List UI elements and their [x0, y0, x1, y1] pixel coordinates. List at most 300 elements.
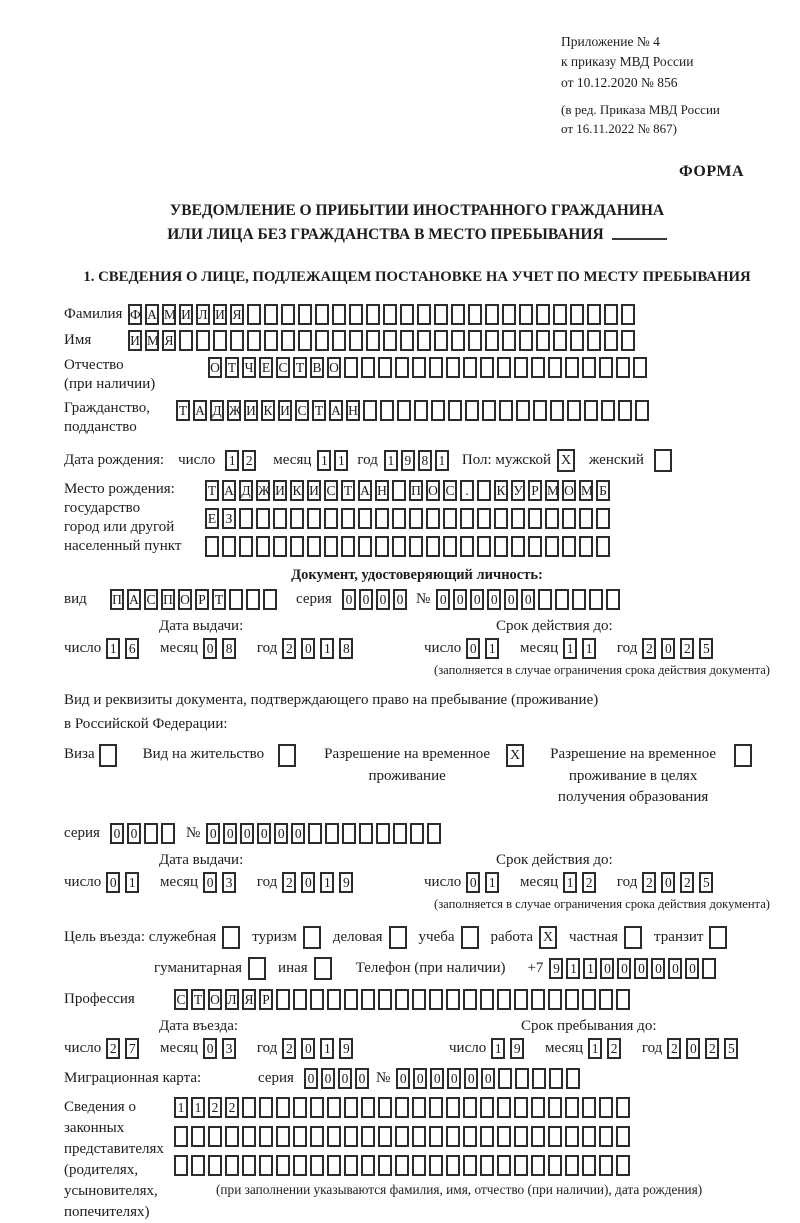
- char-cell[interactable]: 1: [334, 450, 348, 471]
- char-cell[interactable]: [480, 1126, 494, 1147]
- char-cell[interactable]: К: [494, 480, 508, 501]
- char-cell[interactable]: [324, 536, 338, 557]
- char-cell[interactable]: [276, 989, 290, 1010]
- rvp-education-checkbox[interactable]: [734, 744, 752, 767]
- char-cell[interactable]: О: [327, 357, 341, 378]
- char-cell[interactable]: [531, 1097, 545, 1118]
- char-cell[interactable]: [480, 1155, 494, 1176]
- char-cell[interactable]: [565, 1097, 579, 1118]
- char-cell[interactable]: [366, 330, 380, 351]
- char-cell[interactable]: 0: [504, 589, 518, 610]
- char-cell[interactable]: 0: [634, 958, 648, 979]
- char-cell[interactable]: И: [307, 480, 321, 501]
- char-cell[interactable]: [276, 1126, 290, 1147]
- char-cell[interactable]: Ж: [227, 400, 241, 421]
- char-cell[interactable]: Т: [341, 480, 355, 501]
- char-cell[interactable]: Д: [239, 480, 253, 501]
- char-cell[interactable]: [259, 1155, 273, 1176]
- char-cell[interactable]: 2: [106, 1038, 120, 1059]
- char-cell[interactable]: [514, 357, 528, 378]
- char-cell[interactable]: [412, 1126, 426, 1147]
- char-cell[interactable]: [376, 823, 390, 844]
- char-cell[interactable]: Е: [205, 508, 219, 529]
- char-cell[interactable]: [514, 1155, 528, 1176]
- char-cell[interactable]: [174, 1155, 188, 1176]
- char-cell[interactable]: [562, 536, 576, 557]
- char-cell[interactable]: [482, 400, 496, 421]
- char-cell[interactable]: [239, 508, 253, 529]
- char-cell[interactable]: [463, 1155, 477, 1176]
- char-cell[interactable]: И: [273, 480, 287, 501]
- char-cell[interactable]: 0: [661, 872, 675, 893]
- female-checkbox[interactable]: [654, 449, 672, 472]
- char-cell[interactable]: 1: [485, 872, 499, 893]
- char-cell[interactable]: [599, 1097, 613, 1118]
- char-cell[interactable]: [208, 1126, 222, 1147]
- char-cell[interactable]: [242, 1126, 256, 1147]
- char-cell[interactable]: [565, 989, 579, 1010]
- char-cell[interactable]: [582, 989, 596, 1010]
- char-cell[interactable]: [579, 536, 593, 557]
- char-cell[interactable]: [375, 508, 389, 529]
- char-cell[interactable]: [548, 989, 562, 1010]
- char-cell[interactable]: [599, 1126, 613, 1147]
- char-cell[interactable]: [412, 1155, 426, 1176]
- char-cell[interactable]: [281, 304, 295, 325]
- char-cell[interactable]: [429, 1155, 443, 1176]
- char-cell[interactable]: [446, 989, 460, 1010]
- char-cell[interactable]: [298, 330, 312, 351]
- char-cell[interactable]: [324, 508, 338, 529]
- char-cell[interactable]: [395, 1126, 409, 1147]
- char-cell[interactable]: П: [161, 589, 175, 610]
- char-cell[interactable]: [477, 536, 491, 557]
- char-cell[interactable]: 1: [317, 450, 331, 471]
- char-cell[interactable]: 0: [355, 1068, 369, 1089]
- char-cell[interactable]: [549, 1068, 563, 1089]
- char-cell[interactable]: [570, 304, 584, 325]
- char-cell[interactable]: [395, 357, 409, 378]
- char-cell[interactable]: 0: [393, 589, 407, 610]
- char-cell[interactable]: [395, 1155, 409, 1176]
- char-cell[interactable]: [497, 1155, 511, 1176]
- char-cell[interactable]: 1: [491, 1038, 505, 1059]
- char-cell[interactable]: [259, 1097, 273, 1118]
- char-cell[interactable]: [293, 1126, 307, 1147]
- char-cell[interactable]: А: [222, 480, 236, 501]
- char-cell[interactable]: 0: [274, 823, 288, 844]
- char-cell[interactable]: [409, 508, 423, 529]
- char-cell[interactable]: [332, 304, 346, 325]
- char-cell[interactable]: Е: [259, 357, 273, 378]
- char-cell[interactable]: [545, 536, 559, 557]
- char-cell[interactable]: 0: [600, 958, 614, 979]
- char-cell[interactable]: Т: [191, 989, 205, 1010]
- char-cell[interactable]: 5: [724, 1038, 738, 1059]
- char-cell[interactable]: 0: [301, 872, 315, 893]
- char-cell[interactable]: [208, 1155, 222, 1176]
- char-cell[interactable]: 6: [125, 638, 139, 659]
- char-cell[interactable]: [587, 330, 601, 351]
- char-cell[interactable]: [409, 536, 423, 557]
- char-cell[interactable]: 1: [563, 872, 577, 893]
- char-cell[interactable]: 1: [384, 450, 398, 471]
- char-cell[interactable]: И: [278, 400, 292, 421]
- char-cell[interactable]: 0: [106, 872, 120, 893]
- purpose-business-checkbox[interactable]: [222, 926, 240, 949]
- char-cell[interactable]: [412, 1097, 426, 1118]
- char-cell[interactable]: [497, 357, 511, 378]
- char-cell[interactable]: 1: [125, 872, 139, 893]
- char-cell[interactable]: [327, 1097, 341, 1118]
- char-cell[interactable]: А: [145, 304, 159, 325]
- char-cell[interactable]: [463, 1097, 477, 1118]
- char-cell[interactable]: [562, 508, 576, 529]
- char-cell[interactable]: [307, 508, 321, 529]
- char-cell[interactable]: З: [222, 508, 236, 529]
- char-cell[interactable]: [229, 589, 243, 610]
- char-cell[interactable]: [463, 989, 477, 1010]
- char-cell[interactable]: К: [290, 480, 304, 501]
- char-cell[interactable]: 9: [401, 450, 415, 471]
- char-cell[interactable]: [451, 304, 465, 325]
- char-cell[interactable]: [582, 357, 596, 378]
- char-cell[interactable]: 1: [566, 958, 580, 979]
- char-cell[interactable]: [341, 508, 355, 529]
- char-cell[interactable]: И: [213, 304, 227, 325]
- char-cell[interactable]: М: [162, 304, 176, 325]
- char-cell[interactable]: [393, 823, 407, 844]
- char-cell[interactable]: [468, 304, 482, 325]
- char-cell[interactable]: [497, 1097, 511, 1118]
- purpose-transit-checkbox[interactable]: [709, 926, 727, 949]
- char-cell[interactable]: 0: [206, 823, 220, 844]
- char-cell[interactable]: С: [295, 400, 309, 421]
- char-cell[interactable]: П: [409, 480, 423, 501]
- char-cell[interactable]: 0: [203, 1038, 217, 1059]
- char-cell[interactable]: О: [562, 480, 576, 501]
- char-cell[interactable]: [293, 1097, 307, 1118]
- char-cell[interactable]: 1: [588, 1038, 602, 1059]
- char-cell[interactable]: 0: [685, 958, 699, 979]
- char-cell[interactable]: [502, 304, 516, 325]
- char-cell[interactable]: [531, 989, 545, 1010]
- char-cell[interactable]: [528, 508, 542, 529]
- char-cell[interactable]: С: [144, 589, 158, 610]
- char-cell[interactable]: 1: [582, 638, 596, 659]
- char-cell[interactable]: 2: [282, 872, 296, 893]
- char-cell[interactable]: 2: [225, 1097, 239, 1118]
- char-cell[interactable]: [596, 536, 610, 557]
- char-cell[interactable]: [565, 1126, 579, 1147]
- char-cell[interactable]: [230, 330, 244, 351]
- char-cell[interactable]: [463, 1126, 477, 1147]
- char-cell[interactable]: [358, 536, 372, 557]
- char-cell[interactable]: 0: [301, 1038, 315, 1059]
- char-cell[interactable]: [519, 330, 533, 351]
- char-cell[interactable]: [191, 1155, 205, 1176]
- char-cell[interactable]: [601, 400, 615, 421]
- char-cell[interactable]: Л: [225, 989, 239, 1010]
- char-cell[interactable]: А: [127, 589, 141, 610]
- char-cell[interactable]: 1: [191, 1097, 205, 1118]
- char-cell[interactable]: [599, 989, 613, 1010]
- char-cell[interactable]: [621, 304, 635, 325]
- char-cell[interactable]: [528, 536, 542, 557]
- char-cell[interactable]: 0: [686, 1038, 700, 1059]
- char-cell[interactable]: [315, 304, 329, 325]
- char-cell[interactable]: [584, 400, 598, 421]
- char-cell[interactable]: [545, 508, 559, 529]
- char-cell[interactable]: [325, 823, 339, 844]
- char-cell[interactable]: 5: [699, 638, 713, 659]
- char-cell[interactable]: [596, 508, 610, 529]
- char-cell[interactable]: [395, 1097, 409, 1118]
- char-cell[interactable]: [463, 357, 477, 378]
- char-cell[interactable]: [566, 1068, 580, 1089]
- char-cell[interactable]: 9: [339, 1038, 353, 1059]
- char-cell[interactable]: [392, 536, 406, 557]
- char-cell[interactable]: [548, 1097, 562, 1118]
- char-cell[interactable]: [498, 1068, 512, 1089]
- char-cell[interactable]: [494, 508, 508, 529]
- char-cell[interactable]: 0: [338, 1068, 352, 1089]
- char-cell[interactable]: [378, 989, 392, 1010]
- char-cell[interactable]: [446, 357, 460, 378]
- char-cell[interactable]: И: [244, 400, 258, 421]
- char-cell[interactable]: [514, 989, 528, 1010]
- char-cell[interactable]: М: [145, 330, 159, 351]
- char-cell[interactable]: 0: [110, 823, 124, 844]
- char-cell[interactable]: [361, 357, 375, 378]
- char-cell[interactable]: 7: [125, 1038, 139, 1059]
- char-cell[interactable]: 2: [642, 638, 656, 659]
- char-cell[interactable]: [359, 823, 373, 844]
- char-cell[interactable]: [392, 480, 406, 501]
- char-cell[interactable]: [308, 823, 322, 844]
- char-cell[interactable]: [616, 357, 630, 378]
- char-cell[interactable]: [273, 508, 287, 529]
- char-cell[interactable]: О: [208, 989, 222, 1010]
- char-cell[interactable]: [570, 330, 584, 351]
- char-cell[interactable]: [550, 400, 564, 421]
- char-cell[interactable]: [344, 1126, 358, 1147]
- char-cell[interactable]: [281, 330, 295, 351]
- char-cell[interactable]: В: [310, 357, 324, 378]
- char-cell[interactable]: 0: [447, 1068, 461, 1089]
- char-cell[interactable]: [536, 304, 550, 325]
- char-cell[interactable]: 0: [651, 958, 665, 979]
- char-cell[interactable]: 0: [470, 589, 484, 610]
- char-cell[interactable]: [358, 508, 372, 529]
- char-cell[interactable]: [485, 304, 499, 325]
- char-cell[interactable]: 1: [320, 872, 334, 893]
- char-cell[interactable]: 0: [430, 1068, 444, 1089]
- char-cell[interactable]: С: [324, 480, 338, 501]
- char-cell[interactable]: 1: [106, 638, 120, 659]
- char-cell[interactable]: О: [178, 589, 192, 610]
- char-cell[interactable]: 0: [203, 872, 217, 893]
- char-cell[interactable]: 0: [321, 1068, 335, 1089]
- char-cell[interactable]: 8: [339, 638, 353, 659]
- char-cell[interactable]: [327, 1126, 341, 1147]
- char-cell[interactable]: М: [579, 480, 593, 501]
- char-cell[interactable]: 2: [680, 872, 694, 893]
- char-cell[interactable]: [310, 989, 324, 1010]
- char-cell[interactable]: Б: [596, 480, 610, 501]
- char-cell[interactable]: [264, 304, 278, 325]
- char-cell[interactable]: [434, 330, 448, 351]
- purpose-study-checkbox[interactable]: [461, 926, 479, 949]
- char-cell[interactable]: 0: [376, 589, 390, 610]
- char-cell[interactable]: 0: [304, 1068, 318, 1089]
- char-cell[interactable]: [515, 1068, 529, 1089]
- char-cell[interactable]: Р: [195, 589, 209, 610]
- char-cell[interactable]: [582, 1155, 596, 1176]
- purpose-commercial-checkbox[interactable]: [389, 926, 407, 949]
- char-cell[interactable]: [431, 400, 445, 421]
- char-cell[interactable]: [174, 1126, 188, 1147]
- char-cell[interactable]: 0: [453, 589, 467, 610]
- char-cell[interactable]: [310, 1126, 324, 1147]
- char-cell[interactable]: М: [545, 480, 559, 501]
- char-cell[interactable]: [327, 1155, 341, 1176]
- char-cell[interactable]: 1: [320, 1038, 334, 1059]
- purpose-private-checkbox[interactable]: [624, 926, 642, 949]
- char-cell[interactable]: [363, 400, 377, 421]
- char-cell[interactable]: [604, 304, 618, 325]
- char-cell[interactable]: [247, 304, 261, 325]
- char-cell[interactable]: 2: [667, 1038, 681, 1059]
- char-cell[interactable]: [349, 304, 363, 325]
- char-cell[interactable]: [443, 536, 457, 557]
- char-cell[interactable]: [412, 357, 426, 378]
- char-cell[interactable]: [553, 330, 567, 351]
- char-cell[interactable]: .: [460, 480, 474, 501]
- char-cell[interactable]: [205, 536, 219, 557]
- char-cell[interactable]: Н: [375, 480, 389, 501]
- char-cell[interactable]: Т: [176, 400, 190, 421]
- char-cell[interactable]: [429, 1097, 443, 1118]
- char-cell[interactable]: [536, 330, 550, 351]
- char-cell[interactable]: [572, 589, 586, 610]
- char-cell[interactable]: [239, 536, 253, 557]
- char-cell[interactable]: [349, 330, 363, 351]
- char-cell[interactable]: Ф: [128, 304, 142, 325]
- char-cell[interactable]: 0: [413, 1068, 427, 1089]
- char-cell[interactable]: [468, 330, 482, 351]
- char-cell[interactable]: [582, 1097, 596, 1118]
- char-cell[interactable]: [263, 589, 277, 610]
- char-cell[interactable]: [531, 1126, 545, 1147]
- char-cell[interactable]: Т: [205, 480, 219, 501]
- char-cell[interactable]: [161, 823, 175, 844]
- purpose-other-checkbox[interactable]: [314, 957, 332, 980]
- residence-permit-checkbox[interactable]: [278, 744, 296, 767]
- char-cell[interactable]: [426, 536, 440, 557]
- char-cell[interactable]: 1: [583, 958, 597, 979]
- char-cell[interactable]: [344, 1155, 358, 1176]
- char-cell[interactable]: 0: [396, 1068, 410, 1089]
- char-cell[interactable]: [196, 330, 210, 351]
- char-cell[interactable]: 2: [680, 638, 694, 659]
- char-cell[interactable]: [582, 1126, 596, 1147]
- char-cell[interactable]: [480, 989, 494, 1010]
- char-cell[interactable]: [599, 357, 613, 378]
- char-cell[interactable]: [290, 536, 304, 557]
- char-cell[interactable]: [400, 304, 414, 325]
- char-cell[interactable]: [264, 330, 278, 351]
- char-cell[interactable]: [344, 357, 358, 378]
- char-cell[interactable]: [519, 304, 533, 325]
- char-cell[interactable]: [565, 1155, 579, 1176]
- char-cell[interactable]: С: [174, 989, 188, 1010]
- char-cell[interactable]: А: [358, 480, 372, 501]
- char-cell[interactable]: [378, 1097, 392, 1118]
- char-cell[interactable]: [410, 823, 424, 844]
- char-cell[interactable]: [599, 1155, 613, 1176]
- char-cell[interactable]: [273, 536, 287, 557]
- char-cell[interactable]: [621, 330, 635, 351]
- char-cell[interactable]: Т: [293, 357, 307, 378]
- char-cell[interactable]: [366, 304, 380, 325]
- char-cell[interactable]: [514, 1126, 528, 1147]
- char-cell[interactable]: [225, 1126, 239, 1147]
- char-cell[interactable]: [256, 508, 270, 529]
- char-cell[interactable]: [553, 304, 567, 325]
- char-cell[interactable]: [417, 304, 431, 325]
- char-cell[interactable]: Н: [346, 400, 360, 421]
- char-cell[interactable]: И: [128, 330, 142, 351]
- char-cell[interactable]: [341, 536, 355, 557]
- male-checkbox[interactable]: X: [557, 449, 575, 472]
- char-cell[interactable]: [616, 989, 630, 1010]
- char-cell[interactable]: [191, 1126, 205, 1147]
- char-cell[interactable]: 0: [257, 823, 271, 844]
- char-cell[interactable]: 2: [242, 450, 256, 471]
- char-cell[interactable]: 0: [521, 589, 535, 610]
- char-cell[interactable]: [222, 536, 236, 557]
- char-cell[interactable]: 3: [222, 872, 236, 893]
- char-cell[interactable]: 0: [661, 638, 675, 659]
- char-cell[interactable]: [497, 989, 511, 1010]
- char-cell[interactable]: [310, 1155, 324, 1176]
- char-cell[interactable]: [375, 536, 389, 557]
- char-cell[interactable]: [548, 1126, 562, 1147]
- char-cell[interactable]: [426, 508, 440, 529]
- char-cell[interactable]: [579, 508, 593, 529]
- char-cell[interactable]: 2: [582, 872, 596, 893]
- char-cell[interactable]: [511, 508, 525, 529]
- char-cell[interactable]: 9: [339, 872, 353, 893]
- char-cell[interactable]: [307, 536, 321, 557]
- char-cell[interactable]: [332, 330, 346, 351]
- char-cell[interactable]: [378, 357, 392, 378]
- char-cell[interactable]: [635, 400, 649, 421]
- char-cell[interactable]: [587, 304, 601, 325]
- char-cell[interactable]: [565, 357, 579, 378]
- char-cell[interactable]: 0: [464, 1068, 478, 1089]
- char-cell[interactable]: И: [179, 304, 193, 325]
- char-cell[interactable]: 2: [282, 638, 296, 659]
- visa-checkbox[interactable]: [99, 744, 117, 767]
- char-cell[interactable]: [242, 1097, 256, 1118]
- char-cell[interactable]: [429, 1126, 443, 1147]
- char-cell[interactable]: 1: [435, 450, 449, 471]
- char-cell[interactable]: К: [261, 400, 275, 421]
- char-cell[interactable]: [485, 330, 499, 351]
- char-cell[interactable]: [380, 400, 394, 421]
